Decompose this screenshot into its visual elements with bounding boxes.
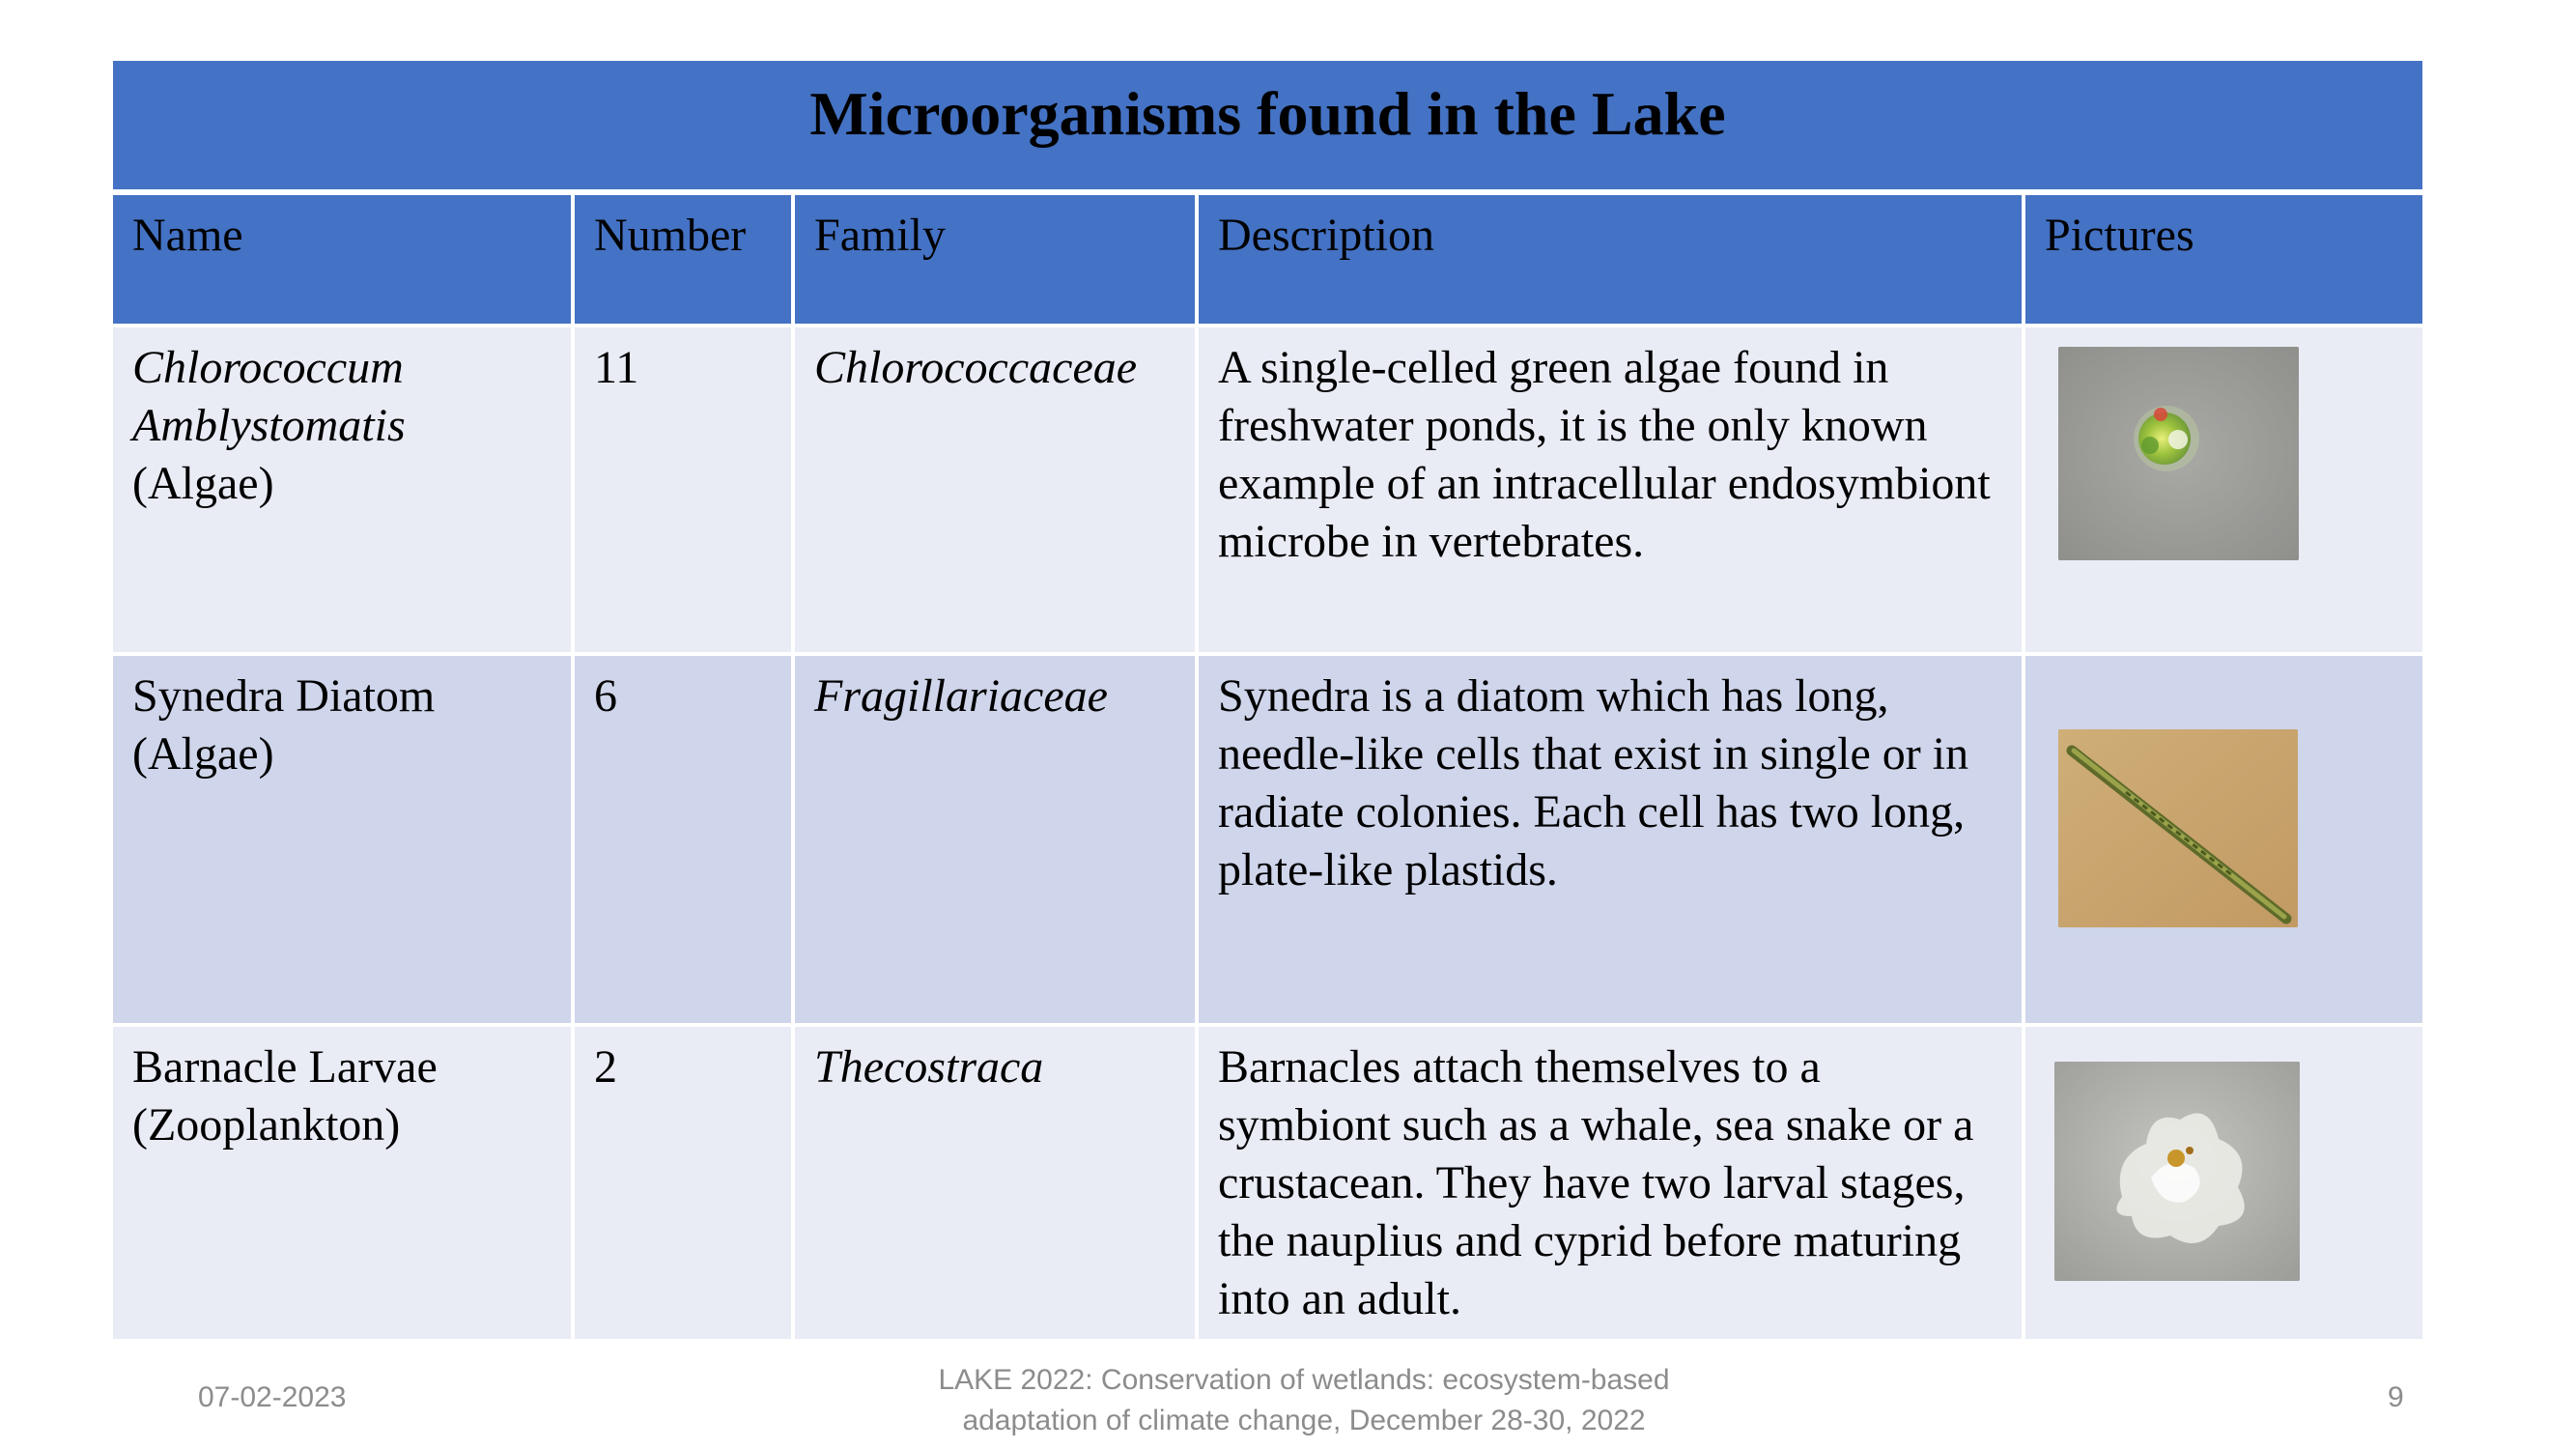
header-row <box>113 195 2422 324</box>
footer-event-line1: LAKE 2022: Conservation of wetlands: ecosystem-based <box>938 1364 1670 1396</box>
organism-description: Synedra is a diatom which has long, needle-like cells that exist in single or in radiate colonies. Each cell has two long, plate-like plastids. <box>1199 656 2025 1023</box>
green-algae-cell-photo <box>2058 347 2299 560</box>
organism-name <box>113 327 575 652</box>
header-number: Number <box>575 195 795 324</box>
table-row <box>113 656 2422 1023</box>
organism-description: A single-celled green algae found in freshwater ponds, it is the only known example of an intracellular endosymbiont microbe in vertebrates. <box>1199 327 2025 652</box>
header-pictures: Pictures <box>2025 195 2422 324</box>
table-row <box>113 1027 2422 1339</box>
picture-cell <box>2025 656 2422 1023</box>
footer-event-info <box>869 1360 1739 1441</box>
table-row <box>113 327 2422 652</box>
footer-date: 07-02-2023 <box>198 1381 347 1413</box>
organism-count: 6 <box>575 656 795 1023</box>
organism-name: Barnacle Larvae (Zooplankton) <box>113 1027 575 1339</box>
organism-scientific-name: Chlorococcum Amblystomatis <box>132 342 406 451</box>
table-title: Microorganisms found in the Lake <box>809 78 1726 148</box>
header-name: Name <box>113 195 575 324</box>
footer-event-line2: adaptation of climate change, December 28-30, 2022 <box>962 1405 1646 1436</box>
barnacle-larva-photo <box>2054 1062 2300 1281</box>
organism-count: 2 <box>575 1027 795 1339</box>
table-title-bar <box>113 61 2422 189</box>
organism-description: Barnacles attach themselves to a symbiont such as a whale, sea snake or a crustacean. They have two larval stages, the nauplius and cyprid before maturing into an adult. <box>1199 1027 2025 1339</box>
picture-cell <box>2025 1027 2422 1339</box>
header-description: Description <box>1199 195 2025 324</box>
slide-page-number: 9 <box>2388 1381 2404 1413</box>
organism-family: Thecostraca <box>795 1027 1199 1339</box>
organism-category: (Algae) <box>132 458 274 509</box>
organism-family: Chlorococcaceae <box>795 327 1199 652</box>
organism-name: Synedra Diatom (Algae) <box>113 656 575 1023</box>
needle-diatom-photo <box>2058 729 2298 927</box>
organism-family: Fragillariaceae <box>795 656 1199 1023</box>
picture-cell <box>2025 327 2422 652</box>
header-family: Family <box>795 195 1199 324</box>
microorganisms-table <box>113 61 2422 1339</box>
organism-count: 11 <box>575 327 795 652</box>
